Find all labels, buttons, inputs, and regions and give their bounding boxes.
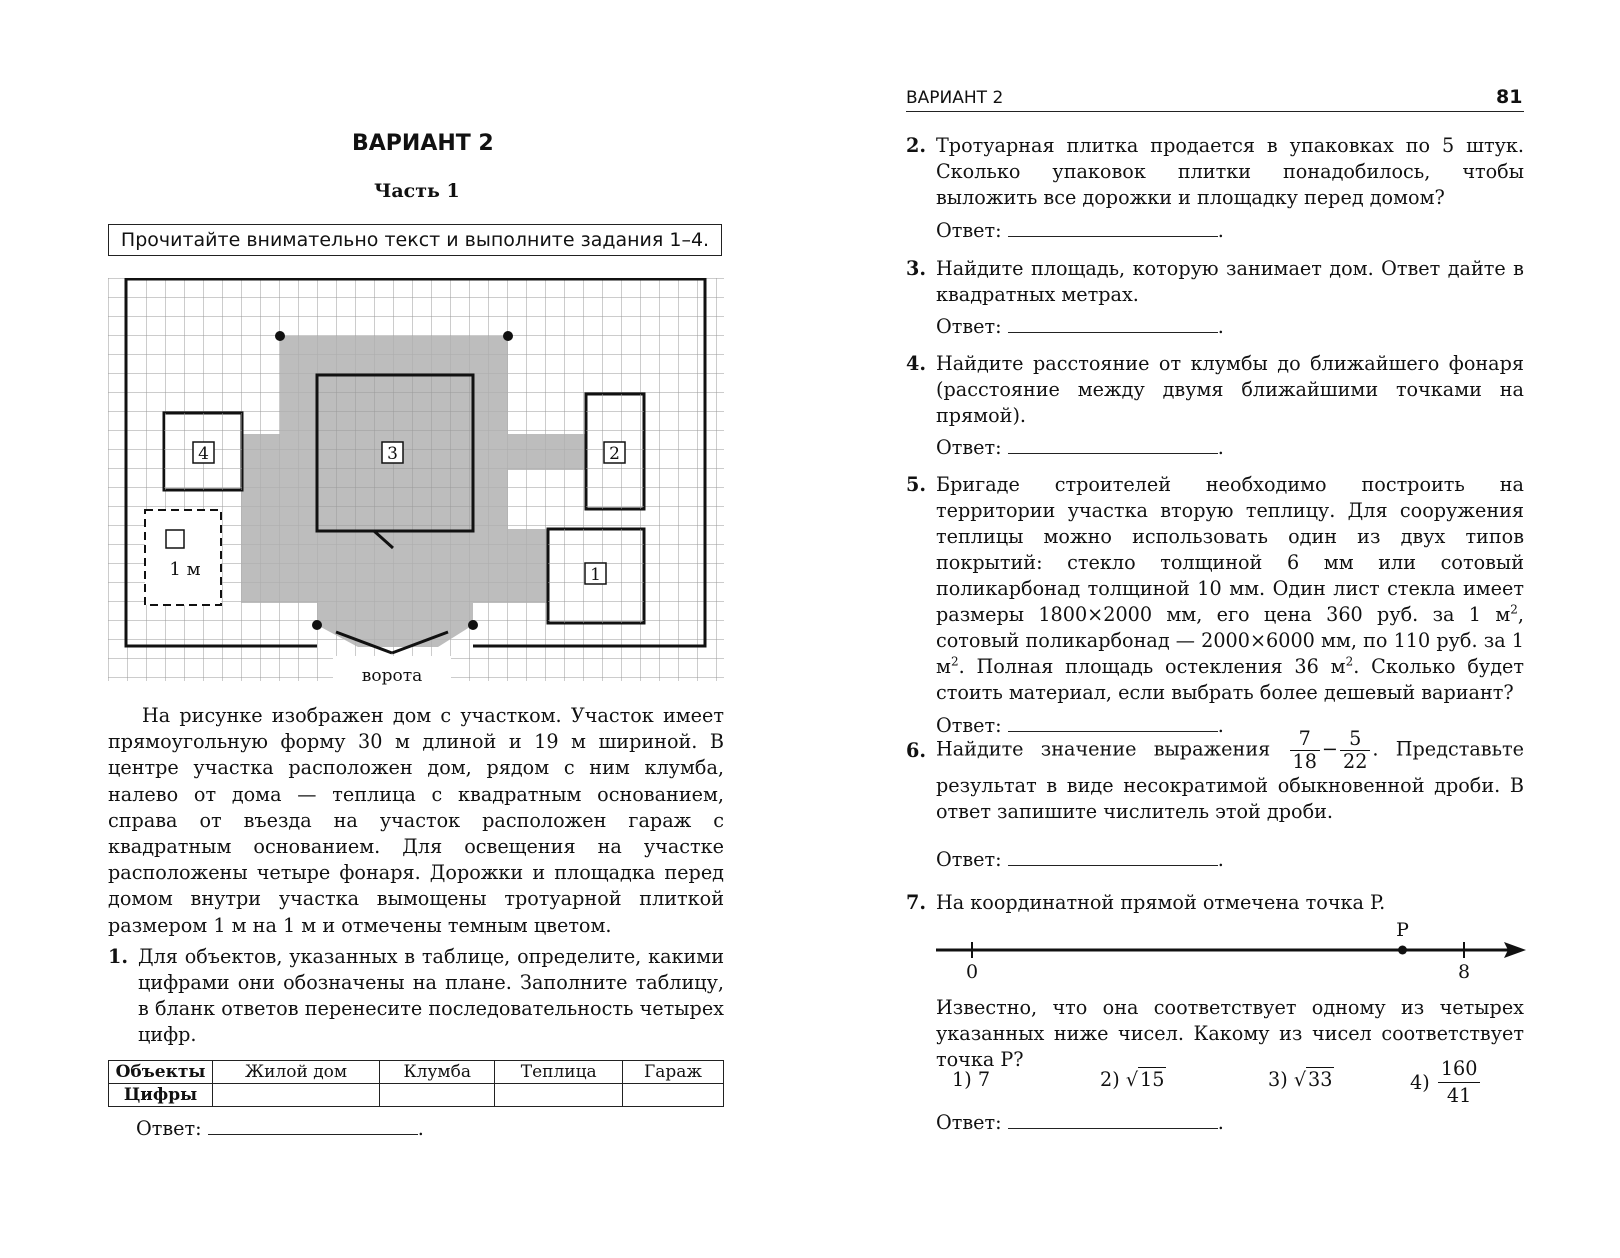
objects-table bbox=[108, 1060, 724, 1107]
task-1 bbox=[108, 944, 724, 1048]
table-header: Цифры bbox=[109, 1084, 213, 1107]
running-head: ВАРИАНТ 2 bbox=[906, 88, 1004, 108]
option-4: 4) $\frac{160}{41}$ bbox=[1410, 1056, 1482, 1109]
site-plan-diagram bbox=[108, 278, 724, 690]
answer-cell[interactable] bbox=[623, 1084, 724, 1107]
page-number: 81 bbox=[1496, 86, 1523, 108]
plan-label-2: 2 bbox=[609, 444, 620, 464]
answer-line-2: Ответ: . bbox=[936, 216, 1224, 242]
answer-blank[interactable] bbox=[208, 1114, 418, 1135]
task-7: 7. На координатной прямой отмечена точка P. bbox=[906, 891, 1386, 914]
task-2: 2. Тротуарная плитка продается в упаковках по 5 штук. Сколько упаковок плитки понадобилось, чтобы выложить все дорожки и площадку перед домом? bbox=[906, 134, 1524, 209]
lamp-marker bbox=[312, 620, 322, 630]
task-4: 4. Найдите расстояние от клумбы до ближайшего фонаря (расстояние между двумя ближайшими точками на прямой). bbox=[906, 352, 1524, 427]
fraction-5-22: $\frac{5}{22}$ bbox=[1340, 728, 1370, 773]
lamp-marker bbox=[503, 331, 513, 341]
point-p bbox=[1398, 946, 1407, 955]
answer-line-4: Ответ: . bbox=[936, 433, 1224, 459]
task-number: 1. bbox=[108, 945, 129, 968]
table-cell: Гараж bbox=[623, 1061, 724, 1084]
answer-line-3: Ответ: . bbox=[936, 312, 1224, 338]
point-p-label: P bbox=[1396, 922, 1409, 941]
part-title: Часть 1 bbox=[374, 180, 460, 202]
option-3: 3) √ 33 bbox=[1268, 1068, 1333, 1091]
task-5: 5. Бригаде строителей необходимо построить на территории участка вторую теплицу. Для сооружения теплицы можно использовать один из двух типов покрытий: стекло толщиной 6 мм или сотовый поликарбонад толщиной 10 мм. Один лист стекла имеет размеры 1800×2000 мм, его цена 360 руб. за 1 $м^2$, сотовый поликарбонад — 2000×6000 мм, по 110 руб. за 1 $м^2$. Полная площадь остекления 36 $м^2$. Сколько будет стоить материал, если выбрать более дешевый вариант? bbox=[906, 473, 1525, 704]
answer-blank[interactable] bbox=[1008, 216, 1218, 237]
gate-label: ворота bbox=[361, 666, 423, 686]
plan-label-1: 1 bbox=[590, 565, 601, 585]
answer-line-1: Ответ: . bbox=[136, 1114, 424, 1140]
scale-label: 1 м bbox=[169, 559, 201, 580]
task-3: 3. Найдите площадь, которую занимает дом. Ответ дайте в квадратных метрах. bbox=[906, 257, 1524, 306]
variant-title: ВАРИАНТ 2 bbox=[352, 131, 494, 156]
answer-line-7: Ответ: . bbox=[936, 1108, 1224, 1134]
table-cell: Теплица bbox=[495, 1061, 623, 1084]
answer-blank[interactable] bbox=[1008, 433, 1218, 454]
lamp-marker bbox=[275, 331, 285, 341]
scale-square bbox=[166, 530, 184, 548]
plan-label-3: 3 bbox=[387, 444, 398, 464]
answer-cell[interactable] bbox=[380, 1084, 495, 1107]
tick-label-0: 0 bbox=[965, 961, 979, 982]
task-text: Для объектов, указанных в таблице, определите, какими цифрами они обозначены на плане. Заполните таблицу, в бланк ответов перенесите последовательность четырех цифр. bbox=[138, 945, 724, 1046]
answer-line-6: Ответ: . bbox=[936, 845, 1224, 871]
answer-cell[interactable] bbox=[495, 1084, 623, 1107]
option-2: 2) √ 15 bbox=[1100, 1068, 1165, 1091]
plan-label-4: 4 bbox=[198, 444, 209, 464]
answer-blank[interactable] bbox=[1008, 845, 1218, 866]
fraction-7-18: $\frac{7}{18}$ bbox=[1290, 728, 1320, 773]
answer-line-5: Ответ: . bbox=[936, 711, 1224, 737]
answer-cell[interactable] bbox=[213, 1084, 380, 1107]
tick-label-8: 8 bbox=[1457, 961, 1471, 982]
option-1: 1) 7 bbox=[952, 1068, 991, 1091]
number-line bbox=[936, 922, 1526, 982]
task-6: 6. Найдите значение выражения $\frac{7}{18}$ − $\frac{5}{22}$ . Представьте результат в виде несократимой обыкновенной дроби. В ответ запишите числитель этой дроби. bbox=[906, 727, 1524, 823]
instruction-box: Прочитайте внимательно текст и выполните задания 1–4. bbox=[108, 224, 722, 256]
table-cell: Клумба bbox=[380, 1061, 495, 1084]
intro-text: На рисунке изображен дом с участком. Участок имеет прямоугольную форму 30 м длиной и 19 м шириной. В центре участка расположен дом, рядом с ним клумба, налево от дома — теплица с квадратным основанием, справа от въезда на участок расположен гараж с квадратным основанием. Для освещения на участке расположены четыре фонаря. Дорожки и площадка перед домом внутри участка вымощены тротуарной плиткой размером 1 м на 1 м и отмечены темным цветом. bbox=[108, 704, 724, 937]
lamp-marker bbox=[468, 620, 478, 630]
header-rule bbox=[906, 111, 1524, 112]
answer-blank[interactable] bbox=[1008, 1108, 1218, 1129]
answer-blank[interactable] bbox=[1008, 312, 1218, 333]
table-cell: Жилой дом bbox=[213, 1061, 380, 1084]
scale-zone bbox=[145, 510, 221, 605]
table-header: Объекты bbox=[109, 1061, 213, 1084]
task-7-followup: Известно, что она соответствует одному из четырех указанных ниже чисел. Какому из чисел соответствует точка P? bbox=[936, 996, 1524, 1071]
